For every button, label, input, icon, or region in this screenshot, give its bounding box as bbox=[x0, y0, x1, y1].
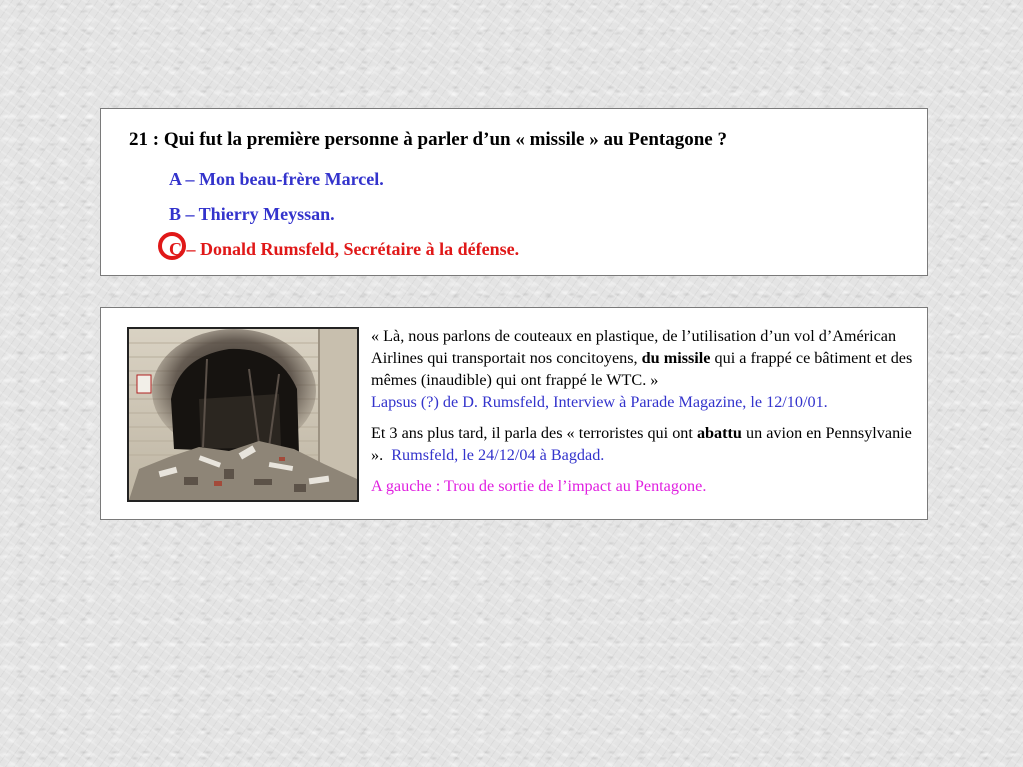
quote-2-source: Rumsfeld, le 24/12/04 à Bagdad. bbox=[391, 446, 605, 464]
quote-2-text: Et 3 ans plus tard, il parla des « terroristes qui ont bbox=[371, 424, 697, 442]
quote-text bbox=[371, 325, 923, 497]
pentagon-impact-photo bbox=[127, 327, 359, 502]
question-panel bbox=[100, 108, 928, 276]
answer-c: C – Donald Rumsfeld, Secrétaire à la défense. bbox=[169, 239, 520, 259]
quote-2-bold: abattu bbox=[696, 424, 742, 442]
answer-a: A – Mon beau-frère Marcel. bbox=[169, 169, 384, 189]
quote-paragraph-1 bbox=[371, 325, 923, 413]
quote-2-text-end: un avion en Pennsylvanie ». bbox=[371, 424, 916, 464]
quote-1-source: Lapsus (?) de D. Rumsfeld, Interview à Parade Magazine, le 12/10/01. bbox=[371, 393, 828, 411]
quote-1-text: « Là, nous parlons de couteaux en plastique, de l’utilisation d’un vol d’Américan Airlines qui transportait nos concitoyens, bbox=[371, 327, 897, 367]
quote-1-bold: du missile bbox=[641, 349, 711, 367]
answer-b: B – Thierry Meyssan. bbox=[169, 204, 335, 224]
correct-answer-circle bbox=[158, 232, 186, 260]
question-title: 21 : Qui fut la première personne à parler d’un « missile » au Pentagone ? bbox=[129, 129, 727, 150]
photo-caption: A gauche : Trou de sortie de l’impact au Pentagone. bbox=[371, 477, 707, 495]
quote-panel bbox=[100, 307, 928, 520]
quote-1-text-end: qui a frappé ce bâtiment et des mêmes (inaudible) qui ont frappé le WTC. » bbox=[371, 349, 913, 389]
quote-paragraph-2 bbox=[371, 422, 923, 466]
